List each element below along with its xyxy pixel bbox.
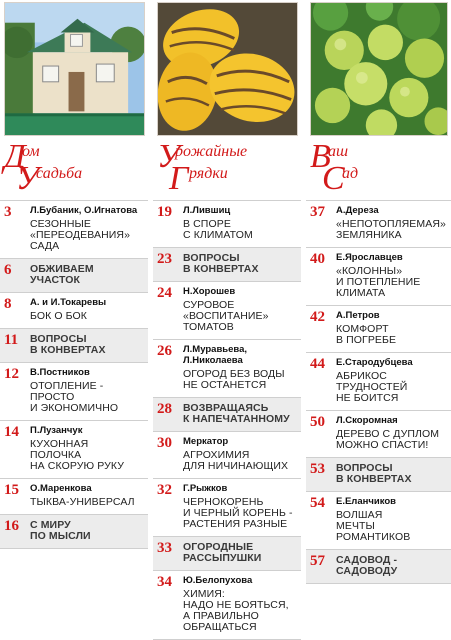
toc-entry[interactable] <box>0 421 148 479</box>
entry-headline: САДОВОД - САДОВОДУ <box>336 554 398 577</box>
toc-entry[interactable] <box>153 398 301 432</box>
page-number: 12 <box>4 366 19 382</box>
entry-body <box>336 496 449 543</box>
entry-headline: СЕЗОННЫЕ «ПЕРЕОДЕВАНИЯ» САДА <box>30 218 131 252</box>
toc-entry[interactable] <box>153 248 301 282</box>
entry-authors: О.Маренкова <box>30 483 92 494</box>
entry-headline: ОГОРОД БЕЗ ВОДЫ НЕ ОСТАНЕТСЯ <box>183 368 285 391</box>
page-number: 11 <box>4 332 19 348</box>
toc-entry[interactable] <box>0 479 148 515</box>
entry-headline: АБРИКОС ТРУДНОСТЕЙ НЕ БОИТСЯ <box>336 370 408 404</box>
entry-authors: Е.Ярославцев <box>336 252 403 263</box>
toc-entry[interactable] <box>0 259 148 293</box>
entry-body <box>336 462 449 485</box>
toc-entry[interactable] <box>306 353 451 411</box>
page-number: 40 <box>310 251 325 267</box>
toc-list <box>0 200 148 549</box>
title-word-1: аш <box>328 143 349 160</box>
title-initial-1: Д <box>4 138 26 175</box>
entry-headline: ДЕРЕВО С ДУПЛОМ МОЖНО СПАСТИ! <box>336 428 440 451</box>
toc-entry[interactable] <box>306 411 451 458</box>
page-number: 26 <box>157 343 172 359</box>
entry-body <box>183 436 299 472</box>
entry-authors: Л.Бубаник, О.Игнатова <box>30 205 138 216</box>
entry-headline: ТЫКВА-УНИВЕРСАЛ <box>30 496 135 508</box>
toc-entry[interactable] <box>153 479 301 537</box>
toc-entry[interactable] <box>306 201 451 248</box>
section-title <box>157 140 301 198</box>
page-number: 16 <box>4 518 19 534</box>
entry-headline: ВОЛШАЯ МЕЧТЫ РОМАНТИКОВ <box>336 509 411 543</box>
entry-body <box>336 415 449 451</box>
entry-body <box>183 286 299 333</box>
title-word-2: рядки <box>189 165 228 182</box>
entry-headline: СУРОВОЕ «ВОСПИТАНИЕ» ТОМАТОВ <box>183 299 269 333</box>
entry-body <box>30 205 146 252</box>
page-number: 23 <box>157 251 172 267</box>
entry-headline: ЧЕРНОКОРЕНЬ И ЧЕРНЫЙ КОРЕНЬ - РАСТЕНИЯ РАЗНЫЕ <box>183 496 293 530</box>
toc-entry[interactable] <box>306 458 451 492</box>
page-number: 28 <box>157 401 172 417</box>
toc-entry[interactable] <box>153 571 301 640</box>
toc-entry[interactable] <box>0 363 148 421</box>
title-initial-2: С <box>322 160 345 197</box>
page-number: 33 <box>157 540 172 556</box>
title-word-1: рожайные <box>175 143 248 160</box>
page-number: 32 <box>157 482 172 498</box>
page-number: 54 <box>310 495 325 511</box>
entry-authors: П.Лузанчук <box>30 425 83 436</box>
entry-headline: КОМФОРТ В ПОГРЕБЕ <box>336 323 397 346</box>
page-number: 57 <box>310 553 325 569</box>
entry-authors: В.Постников <box>30 367 90 378</box>
title-initial-1: В <box>310 138 331 175</box>
entry-authors: Л.Скоромная <box>336 415 398 426</box>
toc-entry[interactable] <box>153 432 301 479</box>
toc-entry[interactable] <box>0 201 148 259</box>
entry-authors: А.Дереза <box>336 205 379 216</box>
entry-authors: А. и И.Токаревы <box>30 297 107 308</box>
entry-authors: Е.Стародубцева <box>336 357 413 368</box>
section-title <box>310 140 451 198</box>
page-number: 14 <box>4 424 19 440</box>
page-number: 30 <box>157 435 172 451</box>
page-number: 44 <box>310 356 325 372</box>
entry-authors: Н.Хорошев <box>183 286 236 297</box>
section-title <box>4 140 148 198</box>
melon-photo <box>157 2 298 136</box>
entry-headline: С МИРУ ПО МЫСЛИ <box>30 519 91 542</box>
page-number: 24 <box>157 285 172 301</box>
entry-body <box>30 519 146 542</box>
entry-headline: КУХОННАЯ ПОЛОЧКА НА СКОРУЮ РУКУ <box>30 438 124 472</box>
entry-body <box>30 367 146 414</box>
page-number: 34 <box>157 574 172 590</box>
entry-authors: Г.Рыжков <box>183 483 228 494</box>
entry-body <box>183 252 299 275</box>
entry-body <box>336 554 449 577</box>
entry-body <box>183 483 299 530</box>
entry-body <box>183 575 299 633</box>
toc-entry[interactable] <box>306 492 451 550</box>
toc-entry[interactable] <box>306 248 451 306</box>
page-number: 19 <box>157 204 172 220</box>
title-initial-1: У <box>157 138 180 175</box>
page-number: 6 <box>4 262 12 278</box>
toc-entry[interactable] <box>153 537 301 571</box>
title-word-1: ом <box>22 143 40 160</box>
entry-body <box>336 252 449 299</box>
toc-entry[interactable] <box>153 282 301 340</box>
entry-headline: АГРОХИМИЯ ДЛЯ НИЧИНАЮЩИХ <box>183 449 289 472</box>
title-initial-2: Г <box>169 160 189 197</box>
page-number: 8 <box>4 296 12 312</box>
entry-headline: ОГОРОДНЫЕ РАССЫПУШКИ <box>183 541 262 564</box>
title-word-2: ад <box>342 165 359 182</box>
entry-body <box>30 263 146 286</box>
entry-authors: Е.Еланчиков <box>336 496 396 507</box>
entry-headline: «НЕПОТОПЛЯЕМАЯ» ЗЕМЛЯНИКА <box>336 218 446 241</box>
apples-photo <box>310 2 448 136</box>
entry-headline: ВОЗВРАЩАЯСЬ К НАПЕЧАТАННОМУ <box>183 402 290 425</box>
entry-headline: ОТОПЛЕНИЕ - ПРОСТО И ЭКОНОМИЧНО <box>30 380 119 414</box>
entry-body <box>183 541 299 564</box>
toc-list <box>306 200 451 584</box>
title-word-2: садьба <box>36 165 83 182</box>
toc-entry[interactable] <box>0 293 148 329</box>
entry-authors: Ю.Белопухова <box>183 575 253 586</box>
toc-entry[interactable] <box>0 515 148 549</box>
entry-body <box>336 205 449 241</box>
page-number: 15 <box>4 482 19 498</box>
entry-body <box>183 344 299 391</box>
entry-headline: В СПОРЕ С КЛИМАТОМ <box>183 218 253 241</box>
house-photo <box>4 2 145 136</box>
page-number: 50 <box>310 414 325 430</box>
entry-headline: ХИМИЯ: НАДО НЕ БОЯТЬСЯ, А ПРАВИЛЬНО ОБРАЩАТЬСЯ <box>183 588 289 633</box>
entry-body <box>30 333 146 356</box>
page-number: 37 <box>310 204 325 220</box>
toc-entry[interactable] <box>306 306 451 353</box>
toc-entry[interactable] <box>306 550 451 584</box>
entry-headline: ВОПРОСЫ В КОНВЕРТАХ <box>30 333 106 356</box>
entry-body <box>183 205 299 241</box>
entry-headline: ОБЖИВАЕМ УЧАСТОК <box>30 263 94 286</box>
entry-authors: А.Петров <box>336 310 380 321</box>
entry-headline: ВОПРОСЫ В КОНВЕРТАХ <box>183 252 259 275</box>
entry-body <box>30 425 146 472</box>
entry-body <box>30 483 146 508</box>
entry-headline: БОК О БОК <box>30 310 88 322</box>
entry-body <box>183 402 299 425</box>
entry-headline: «КОЛОННЫ» И ПОТЕПЛЕНИЕ КЛИМАТА <box>336 265 421 299</box>
page-number: 53 <box>310 461 325 477</box>
entry-authors: Меркатор <box>183 436 229 447</box>
entry-body <box>336 357 449 404</box>
entry-authors: Л.Лившиц <box>183 205 231 216</box>
entry-headline: ВОПРОСЫ В КОНВЕРТАХ <box>336 462 412 485</box>
toc-entry[interactable] <box>0 329 148 363</box>
entry-authors: Л.Муравьева, Л.Николаева <box>183 344 248 366</box>
title-initial-2: У <box>16 160 39 197</box>
entry-body <box>30 297 146 322</box>
toc-entry[interactable] <box>153 201 301 248</box>
entry-body <box>336 310 449 346</box>
page-number: 42 <box>310 309 325 325</box>
page-number: 3 <box>4 204 12 220</box>
toc-list <box>153 200 301 640</box>
toc-entry[interactable] <box>153 340 301 398</box>
